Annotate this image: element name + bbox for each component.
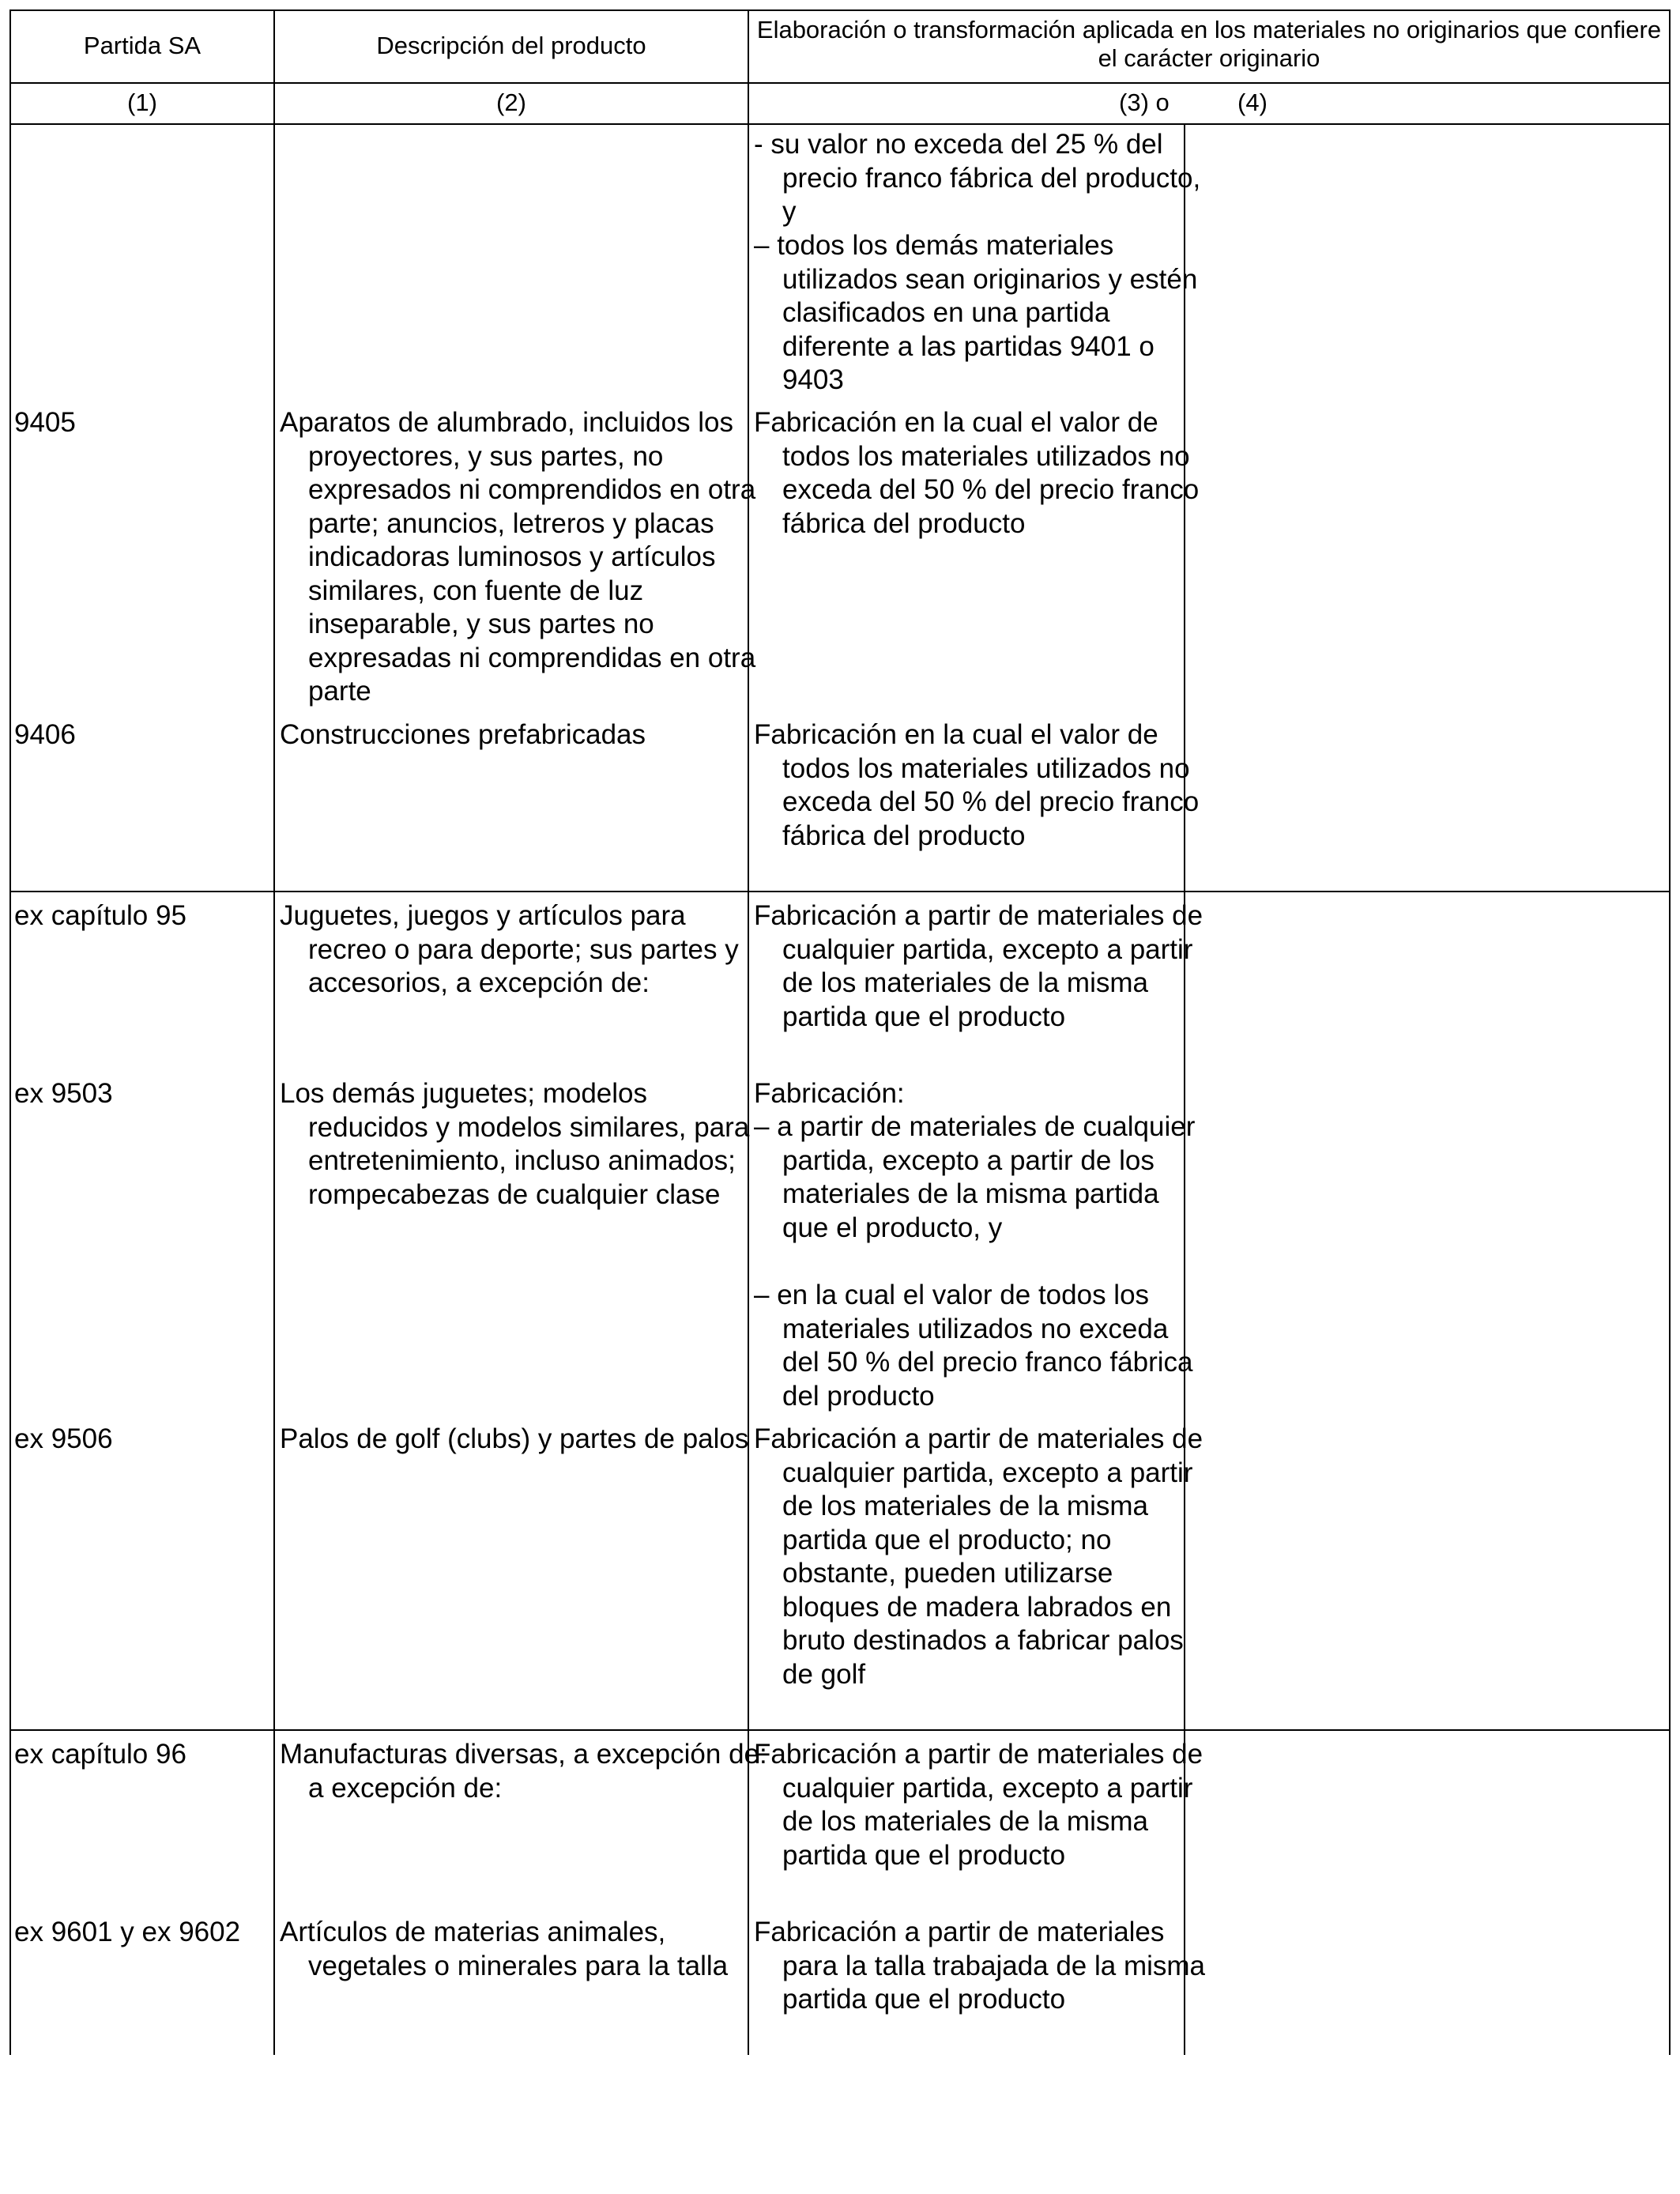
header-col-number-2: (2) xyxy=(496,89,526,116)
table-border-left xyxy=(9,9,11,2055)
table-border-right xyxy=(1669,9,1671,2055)
header-hs-heading: Partida SA xyxy=(83,32,202,59)
rule-ex-chapter-95: Fabricación a partir de materiales de cualquier partida, excepto a partir de los materiales de la misma partida que el producto xyxy=(754,900,1203,1032)
hs-code-ex-9506: ex 9506 xyxy=(14,1423,113,1454)
header-product-description: Descripción del producto xyxy=(376,32,646,59)
description-ex-chapter-96: Manufacturas diversas, a excepción de: a excepción de: xyxy=(280,1739,767,1804)
description-ex-9503: Los demás juguetes; modelos reducidos y modelos similares, para entretenimiento, incluso animados; rompecabezas de cualquier clase xyxy=(280,1078,750,1210)
description-ex-9601-9602: Artículos de materias animales, vegetales o minerales para la talla xyxy=(280,1917,729,1981)
header-col-number-3: (3) o xyxy=(1119,89,1170,116)
hs-code-ex-chapter-95: ex capítulo 95 xyxy=(14,900,186,931)
rule-ex-9601-9602: Fabricación a partir de materiales para la talla trabajada de la misma partida que el producto xyxy=(754,1917,1206,2015)
column-divider-1 xyxy=(273,9,275,2055)
rule-ex-9503-item-1: – a partir de materiales de cualquier partida, excepto a partir de los materiales de la misma partida que el producto, y xyxy=(754,1111,1196,1243)
description-9405: Aparatos de alumbrado, incluidos los proyectores, y sus partes, no expresados ni comprendidos en otra parte; anuncios, letreros y placas indicadoras luminosos y artículos similares, con fuente de luz inseparable, y sus partes no expresadas ni comprendidas en otra parte xyxy=(280,407,756,707)
rule-9406: Fabricación en la cual el valor de todos los materiales utilizados no exceda del 50 % del precio franco fábrica del producto xyxy=(754,719,1200,851)
description-ex-chapter-95: Juguetes, juegos y artículos para recreo o para deporte; sus partes y accesorios, a excepción de: xyxy=(280,900,739,998)
description-ex-9506: Palos de golf (clubs) y partes de palos xyxy=(280,1423,749,1454)
header-col-number-1: (1) xyxy=(127,89,157,116)
hs-code-ex-9503: ex 9503 xyxy=(14,1078,113,1109)
rule-ex-9506: Fabricación a partir de materiales de cualquier partida, excepto a partir de los materiales de la misma partida que el producto; no obstante, pueden utilizarse bloques de madera labrados en bruto destinados a fabricar palos de golf xyxy=(754,1423,1203,1690)
rule-ex-9503-intro: Fabricación: xyxy=(754,1078,905,1109)
column-numbers-border xyxy=(9,123,1671,125)
hs-code-ex-chapter-96: ex capítulo 96 xyxy=(14,1739,186,1770)
rule-9405: Fabricación en la cual el valor de todos los materiales utilizados no exceda del 50 % del precio franco fábrica del producto xyxy=(754,407,1200,539)
rule-ex-chapter-96: Fabricación a partir de materiales de cualquier partida, excepto a partir de los materiales de la misma partida que el producto xyxy=(754,1739,1203,1871)
header-top-border xyxy=(9,9,1671,11)
description-9406: Construcciones prefabricadas xyxy=(280,719,646,750)
hs-code-ex-9601-9602: ex 9601 y ex 9602 xyxy=(14,1917,241,1947)
header-processing-rule: Elaboración o transformación aplicada en los materiales no originarios que confiere el carácter originario xyxy=(756,16,1662,72)
header-col-number-4: (4) xyxy=(1237,89,1268,116)
section-divider-96 xyxy=(9,1729,1671,1731)
rule-cell-continuation-line-2: – todos los demás materiales utilizados sean originarios y estén clasificados en una partida diferente a las partidas 9401 o 9403 xyxy=(754,230,1198,395)
hs-code-9405: 9405 xyxy=(14,407,76,438)
section-divider-95 xyxy=(9,891,1671,892)
hs-code-9406: 9406 xyxy=(14,719,76,750)
header-bottom-border xyxy=(9,82,1671,84)
rule-ex-9503-item-2: – en la cual el valor de todos los materiales utilizados no exceda del 50 % del precio franco fábrica del producto xyxy=(754,1280,1193,1412)
rule-cell-continuation-line-1: - su valor no exceda del 25 % del precio franco fábrica del producto, y xyxy=(754,129,1201,227)
